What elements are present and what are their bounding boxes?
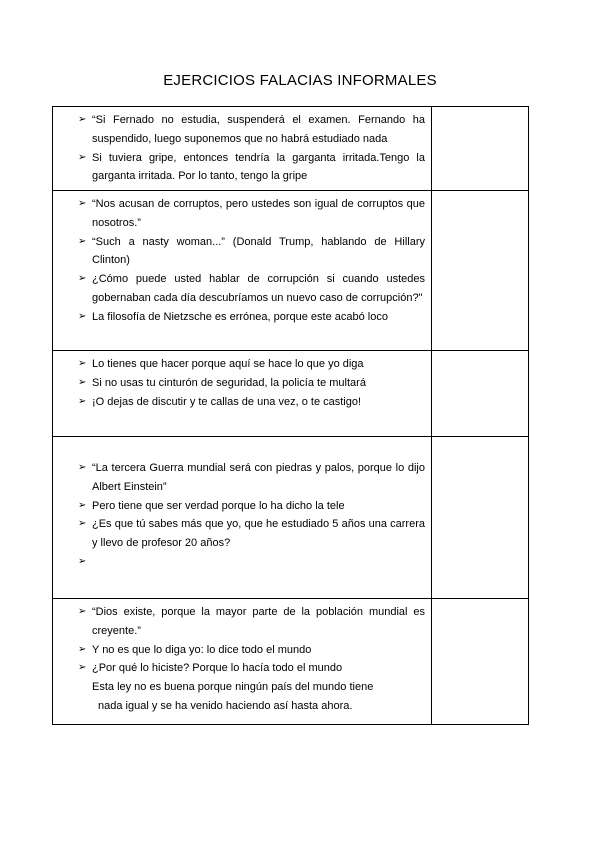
example-text: “Such a nasty woman...” (Donald Trump, hablando de Hillary Clinton) [92, 235, 425, 267]
exercise-row [53, 107, 529, 191]
examples-cell [53, 191, 432, 351]
arrow-bullet-icon: ➢ [78, 606, 87, 617]
example-text: ¿Es que tú sabes más que yo, que he estudiado 5 años una carrera y llevo de profesor 20 años? [92, 518, 425, 550]
arrow-bullet-icon: ➢ [78, 358, 87, 369]
arrow-bullet-icon: ➢ [78, 310, 87, 322]
examples-cell [53, 437, 432, 599]
examples-cell [53, 351, 432, 437]
example-item [53, 659, 431, 678]
example-item [53, 195, 431, 233]
example-text: Lo tienes que hacer porque aquí se hace lo que yo diga [92, 358, 364, 370]
answer-cell[interactable] [432, 437, 529, 599]
arrow-bullet-icon: ➢ [78, 151, 87, 163]
example-item [53, 497, 431, 516]
arrow-bullet-icon: ➢ [78, 235, 87, 247]
example-item [53, 603, 431, 641]
example-text: ¿Por qué lo hiciste? Porque lo hacía todo el mundo [92, 662, 343, 675]
example-text: La filosofía de Nietzsche es errónea, porque este acabó loco [92, 310, 388, 323]
example-item [53, 233, 431, 271]
example-item [53, 111, 431, 149]
arrow-bullet-icon: ➢ [78, 518, 87, 530]
example-item [53, 553, 431, 572]
arrow-bullet-icon: ➢ [78, 662, 87, 674]
example-text: nada igual y se ha venido haciendo así hasta ahora. [98, 699, 353, 712]
answer-cell[interactable] [432, 351, 529, 437]
exercise-row [53, 599, 529, 725]
arrow-bullet-icon: ➢ [78, 555, 87, 567]
examples-list [53, 351, 431, 411]
examples-list [53, 191, 431, 327]
arrow-bullet-icon: ➢ [78, 273, 87, 285]
example-text: Si no usas tu cinturón de seguridad, la policía te multará [92, 376, 366, 389]
exercises-table [52, 106, 529, 725]
examples-list [53, 437, 431, 572]
arrow-bullet-icon: ➢ [78, 376, 87, 388]
example-item [53, 270, 431, 308]
example-item [53, 149, 431, 187]
arrow-bullet-icon: ➢ [78, 114, 87, 125]
answer-cell[interactable] [432, 191, 529, 351]
example-text: ¡O dejas de discutir y te callas de una vez, o te castigo! [92, 395, 362, 408]
example-text: Pero tiene que ser verdad porque lo ha dicho la tele [92, 499, 345, 512]
exercise-row [53, 351, 529, 437]
examples-cell [53, 599, 432, 725]
arrow-bullet-icon: ➢ [78, 395, 87, 407]
answer-cell[interactable] [432, 107, 529, 191]
arrow-bullet-icon: ➢ [78, 198, 87, 209]
example-text: “La tercera Guerra mundial será con piedras y palos, porque lo dijo Albert Einstein” [92, 462, 425, 493]
example-text: Esta ley no es buena porque ningún país del mundo tiene [92, 681, 374, 694]
arrow-bullet-icon: ➢ [78, 499, 87, 511]
example-item [53, 459, 431, 497]
example-text: “Nos acusan de corruptos, pero ustedes son igual de corruptos que nosotros.” [92, 198, 425, 229]
examples-list [53, 599, 431, 716]
example-text: Y no es que lo diga yo: lo dice todo el mundo [92, 643, 312, 656]
example-text: “Si Fernado no estudia, suspenderá el examen. Fernando ha suspendido, luego suponemos que no habrá estudiado nada [92, 114, 425, 145]
example-item [53, 678, 431, 697]
examples-list [53, 107, 431, 186]
example-item [53, 515, 431, 553]
examples-cell [53, 107, 432, 191]
arrow-bullet-icon: ➢ [78, 643, 87, 655]
arrow-bullet-icon: ➢ [78, 462, 87, 473]
exercise-row [53, 191, 529, 351]
example-text: Si tuviera gripe, entonces tendría la garganta irritada.Tengo la garganta irritada. Por lo tanto, tengo la gripe [92, 151, 425, 183]
document-title: EJERCICIOS FALACIAS INFORMALES [163, 72, 437, 89]
example-item [53, 697, 431, 716]
example-item [53, 374, 431, 393]
answer-cell[interactable] [432, 599, 529, 725]
example-item [53, 641, 431, 660]
example-item [53, 308, 431, 327]
example-text: “Dios existe, porque la mayor parte de la población mundial es creyente.” [92, 606, 425, 637]
exercise-row [53, 437, 529, 599]
example-text: ¿Cómo puede usted hablar de corrupción si cuando ustedes gobernaban cada día descubríamos un nuevo caso de corrupción?" [92, 273, 425, 304]
example-item [53, 393, 431, 412]
example-item [53, 355, 431, 374]
